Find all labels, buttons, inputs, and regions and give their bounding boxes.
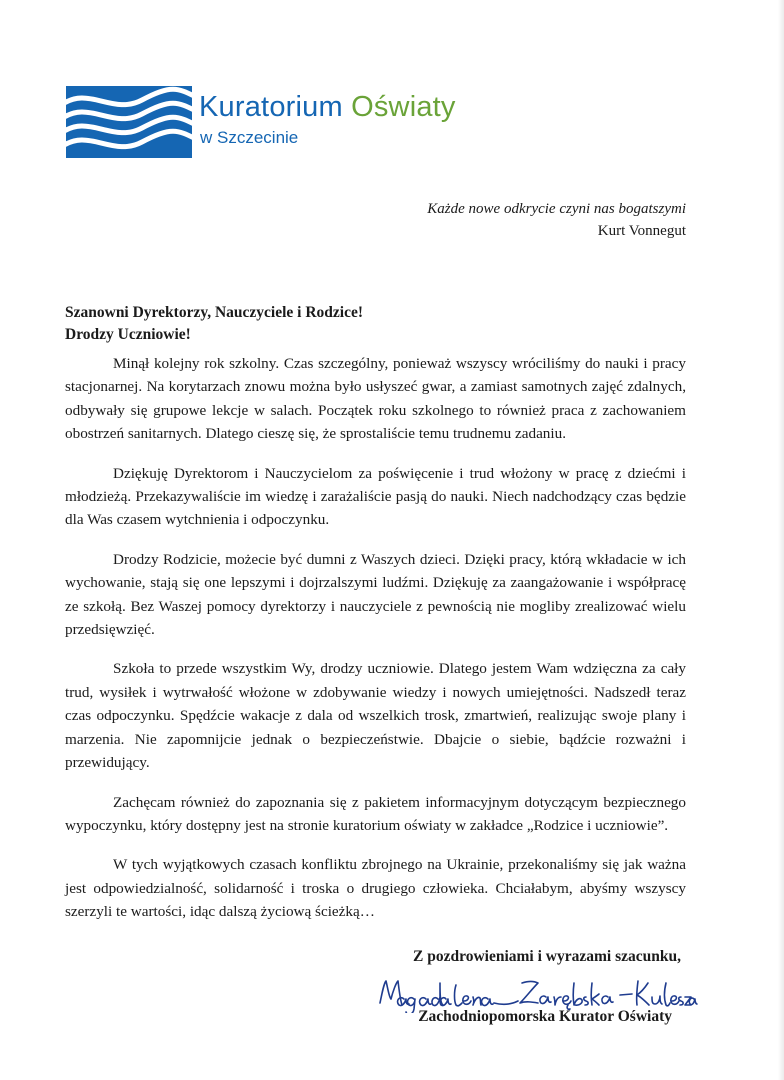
organization-name-part1: Kuratorium (199, 91, 352, 123)
signatory-role: Zachodniopomorska Kurator Oświaty (418, 1008, 672, 1025)
motto (427, 198, 686, 242)
paragraph: Zachęcam również do zapoznania się z pakietem informacyjnym dotyczącym bezpiecznego wypoczynku, który dostępny jest na stronie kuratorium oświaty w zakładce „Rodzice i uczniowie”. (65, 793, 686, 834)
paragraph: Drodzy Rodzicie, możecie być dumni z Waszych dzieci. Dzięki pracy, którą wkładacie w ich wychowanie, stają się one lepszymi i dojrzalszymi ludźmi. Dziękuję za zaangażowanie i współpracę ze szkołą. Bez Waszej pomocy dyrektorzy i nauczyciele z pewnością nie mogliby zrealizować wielu przedsięwzięć. (65, 550, 686, 639)
paragraph: Szkoła to przede wszystkim Wy, drodzy uczniowie. Dlatego jestem Wam wdzięczna za cały trud, wysiłek i wytrwałość włożone w zdobywanie wiedzy i nowych umiejętności. Nadszedł teraz czas odpoczynku. Spędźcie wakacje z dala od wszelkich trosk, zmartwień, realizując swoje plany i marzenia. Nie zapomnijcie jednak o bezpieczeństwie. Dbajcie o siebie, bądźcie rozważni i przewidujący. (65, 660, 686, 772)
organization-city: w Szczecinie (200, 128, 299, 147)
closing-greeting: Z pozdrowieniami i wyrazami szacunku, (413, 948, 681, 965)
organization-name (199, 90, 456, 124)
salutation (65, 302, 363, 346)
wave-stripes-logo-icon (66, 86, 192, 158)
salutation-line-2: Drodzy Uczniowie! (65, 326, 191, 343)
paragraph: Dziękuję Dyrektorom i Nauczycielom za poświęcenie i trud włożony w pracę z dziećmi i młodzieżą. Przekazywaliście im wiedzę i zarażaliście pasją do nauki. Niech nadchodzący czas będzie dla Was czasem wytchnienia i odpoczynku. (65, 464, 686, 529)
motto-quote: Każde nowe odkrycie czyni nas bogatszymi (427, 201, 686, 217)
paragraph: W tych wyjątkowych czasach konfliktu zbrojnego na Ukrainie, przekonaliśmy się jak ważna jest odpowiedzialność, solidarność i troska o drugiego człowieka. Chciałabym, abyśmy wszyscy szerzyli te wartości, idąc dalszą życiową ścieżką… (65, 856, 686, 921)
letterhead (199, 90, 456, 149)
organization-name-part2: Oświaty (351, 91, 456, 123)
letter-body (65, 352, 686, 940)
salutation-line-1: Szanowni Dyrektorzy, Nauczyciele i Rodzice! (65, 304, 364, 321)
page-edge-shadow (778, 0, 784, 1080)
motto-author: Kurt Vonnegut (597, 223, 686, 239)
paragraph: Minął kolejny rok szkolny. Czas szczególny, ponieważ wszyscy wróciliśmy do nauki i pracy stacjonarnej. Na korytarzach znowu można było usłyszeć gwar, a zamiast samotnych zajęć zdalnych, odbywały się grupowe lekcje w salach. Początek roku szkolnego to również praca z zachowaniem obostrzeń sanitarnych. Dlatego cieszę się, że sprostaliście temu trudnemu zadaniu. (65, 355, 686, 443)
